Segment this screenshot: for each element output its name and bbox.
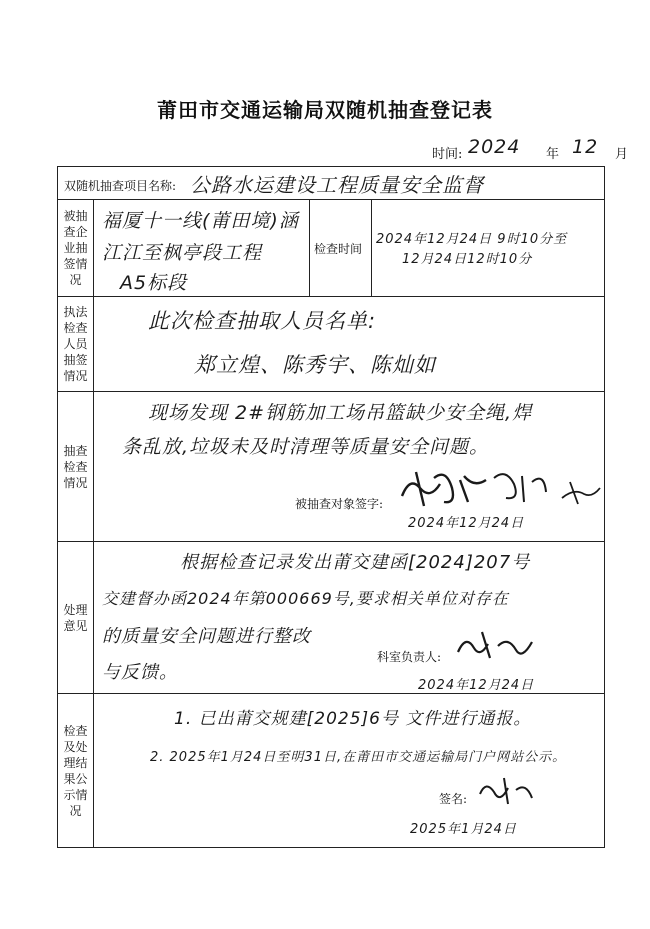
- time-label: 时间:: [432, 147, 463, 162]
- publicity-label: 检查及处理结果公示情况: [63, 723, 88, 818]
- project-cell: [58, 167, 605, 200]
- handwritten-handling-line-2: 交建督办函2024年第000669号,要求相关单位对存在: [102, 589, 509, 608]
- inspection-value-cell: [94, 392, 605, 542]
- project-row: [58, 167, 605, 200]
- handwritten-handling-line-1: 根据检查记录发出莆交建函[2024]207号: [180, 552, 531, 573]
- responsible-label: 科室负责人:: [377, 650, 442, 664]
- handwritten-check-time-line-1: 2024年12月24日 9时10分至: [376, 232, 568, 247]
- inspection-row: [58, 392, 605, 542]
- responsible-signature: [452, 624, 542, 664]
- company-label: 被抽查企业抽签情况: [63, 209, 88, 287]
- publicity-label-cell: [58, 694, 94, 848]
- handwritten-publicity-line-1: 1. 已出莆交规建[2025]6号 文件进行通报。: [174, 709, 532, 729]
- handwritten-company-line-3: A5标段: [120, 272, 188, 294]
- handwritten-publicity-line-2: 2. 2025年1月24日至明31日,在莆田市交通运输局门户网站公示。: [150, 750, 567, 765]
- handwritten-inspection-date: 2024年12月24日: [408, 516, 525, 531]
- inspection-record-table: [57, 166, 605, 848]
- handwritten-handling-line-4: 与反馈。: [102, 662, 178, 683]
- check-time-label: 检查时间: [314, 242, 363, 256]
- inspectors-value-cell: [94, 297, 605, 392]
- page-title: 莆田市交通运输局双随机抽查登记表: [157, 98, 493, 122]
- handwritten-check-time-line-2: 12月24日12时10分: [402, 252, 533, 267]
- handwritten-company-line-2: 江江至枫亭段工程: [102, 242, 263, 264]
- publicity-sign-label: 签名:: [439, 792, 468, 806]
- handling-row: [58, 542, 605, 694]
- handwritten-inspectors-heading: 此次检查抽取人员名单:: [148, 309, 377, 333]
- handling-label-cell: [58, 542, 94, 694]
- month-char: 月: [615, 147, 629, 162]
- handwritten-inspection-line-1: 现场发现 2#钢筋加工场吊篮缺少安全绳,焊: [148, 402, 533, 424]
- handling-value-cell: [94, 542, 605, 694]
- handwritten-inspectors-names: 郑立煌、陈秀宇、陈灿如: [194, 353, 436, 377]
- inspected-party-signature: [394, 458, 604, 518]
- handwritten-month: 12: [572, 136, 599, 158]
- year-char: 年: [546, 147, 560, 162]
- inspected-signer-label: 被抽查对象签字:: [295, 497, 384, 511]
- handwritten-publicity-date: 2025年1月24日: [410, 822, 517, 837]
- company-value-cell: [94, 200, 310, 297]
- inspection-label: 抽查检查情况: [63, 443, 88, 490]
- handwritten-company-line-1: 福厦十一线(莆田境)涵: [102, 210, 299, 232]
- check-time-value-cell: [372, 200, 605, 297]
- company-label-cell: [58, 200, 94, 297]
- handling-label: 处理意见: [63, 602, 88, 633]
- inspectors-row: [58, 297, 605, 392]
- handwritten-handling-date: 2024年12月24日: [418, 678, 535, 693]
- inspection-label-cell: [58, 392, 94, 542]
- check-time-label-cell: [310, 200, 372, 297]
- handwritten-inspection-line-2: 条乱放,垃圾未及时清理等质量安全问题。: [122, 436, 490, 458]
- time-row: [430, 138, 640, 164]
- handwritten-handling-line-3: 的质量安全问题进行整改: [102, 626, 311, 647]
- company-row: [58, 200, 605, 297]
- handwritten-project-name: 公路水运建设工程质量安全监督: [190, 173, 484, 197]
- publicity-value-cell: [94, 694, 605, 848]
- inspectors-label: 执法检查人员抽签情况: [63, 305, 88, 383]
- publicity-signature: [474, 772, 544, 812]
- publicity-row: [58, 694, 605, 848]
- handwritten-year: 2024: [468, 136, 521, 158]
- inspectors-label-cell: [58, 297, 94, 392]
- project-label: 双随机抽查项目名称:: [64, 179, 177, 193]
